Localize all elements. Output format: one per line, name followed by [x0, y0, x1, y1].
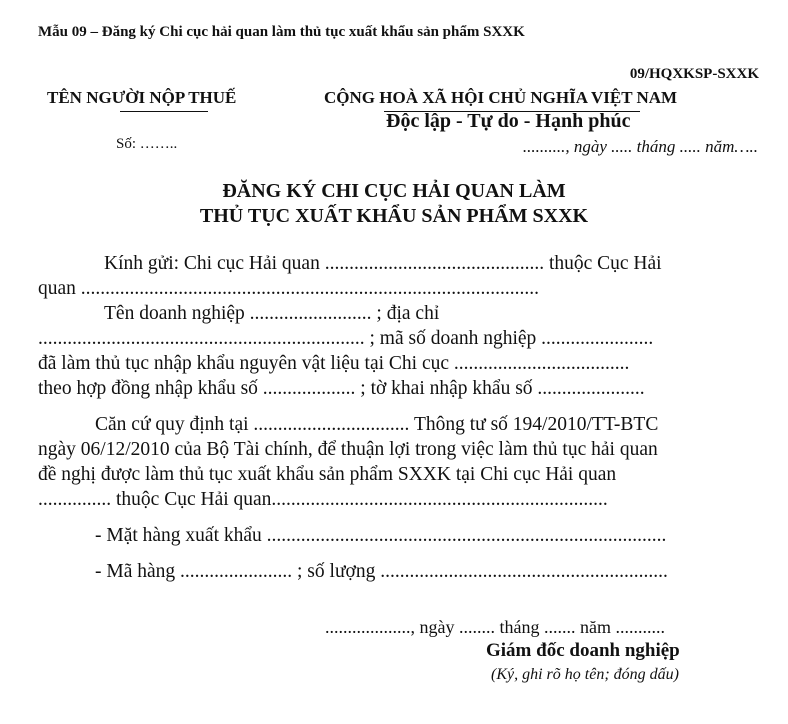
motto: Độc lập - Tự do - Hạnh phúc [386, 110, 631, 132]
body-line-legal-basis: Căn cứ quy định tại ................................ Thông tư số 194/2010/TT-BTC [95, 414, 659, 435]
body-line-tax-code: ................................................................... ; mã số doanh nghiệp ....................... [38, 328, 654, 349]
taxpayer-name-heading: TÊN NGƯỜI NỘP THUẾ [47, 88, 237, 107]
document-body [38, 0, 759, 724]
signature-note: (Ký, ghi rõ họ tên; đóng dấu) [491, 666, 679, 683]
body-line-recipient: Kính gửi: Chi cục Hải quan ............................................. thuộc Cục Hải [104, 253, 662, 274]
document-number: Số: …….. [116, 136, 178, 152]
body-line-customs-department: quan .............................................................................................. [38, 278, 540, 299]
body-line-import-procedure: đã làm thủ tục nhập khẩu nguyên vật liệu tại Chi cục .................................... [38, 353, 630, 374]
signature-date: ..................., ngày ........ tháng ....... năm ........... [325, 617, 665, 637]
body-line-request: đề nghị được làm thủ tục xuất khẩu sản phẩm SXXK tại Chi cục Hải quan [38, 464, 617, 485]
body-line-contract: theo hợp đồng nhập khẩu số ................... ; tờ khai nhập khẩu số ...................... [38, 378, 645, 399]
signature-title: Giám đốc doanh nghiệp [486, 640, 680, 661]
form-code: 09/HQXKSP-SXXK [629, 66, 759, 82]
body-line-export-goods: - Mặt hàng xuất khẩu .................................................................................. [95, 525, 667, 546]
nation-heading: CỘNG HOÀ XÃ HỘI CHỦ NGHĨA VIỆT NAM [324, 88, 678, 107]
form-title: Mẫu 09 – Đăng ký Chi cục hải quan làm thủ tục xuất khẩu sản phẩm SXXK [38, 24, 525, 40]
header-dateline: .........., ngày ..... tháng ..... năm….. [522, 137, 758, 156]
body-line-goods-code-quantity: - Mã hàng ....................... ; số lượng ........................................................... [95, 561, 668, 582]
body-line-enterprise-name: Tên doanh nghiệp ......................... ; địa chỉ [104, 303, 440, 324]
document-title-line-1: ĐĂNG KÝ CHI CỤC HẢI QUAN LÀM [222, 180, 566, 202]
body-line-circular-date: ngày 06/12/2010 của Bộ Tài chính, để thuận lợi trong việc làm thủ tục hải quan [38, 439, 658, 460]
body-line-customs-branch: ............... thuộc Cục Hải quan..................................................................... [38, 489, 608, 510]
document-title-line-2: THỦ TỤC XUẤT KHẨU SẢN PHẨM SXXK [199, 205, 589, 227]
